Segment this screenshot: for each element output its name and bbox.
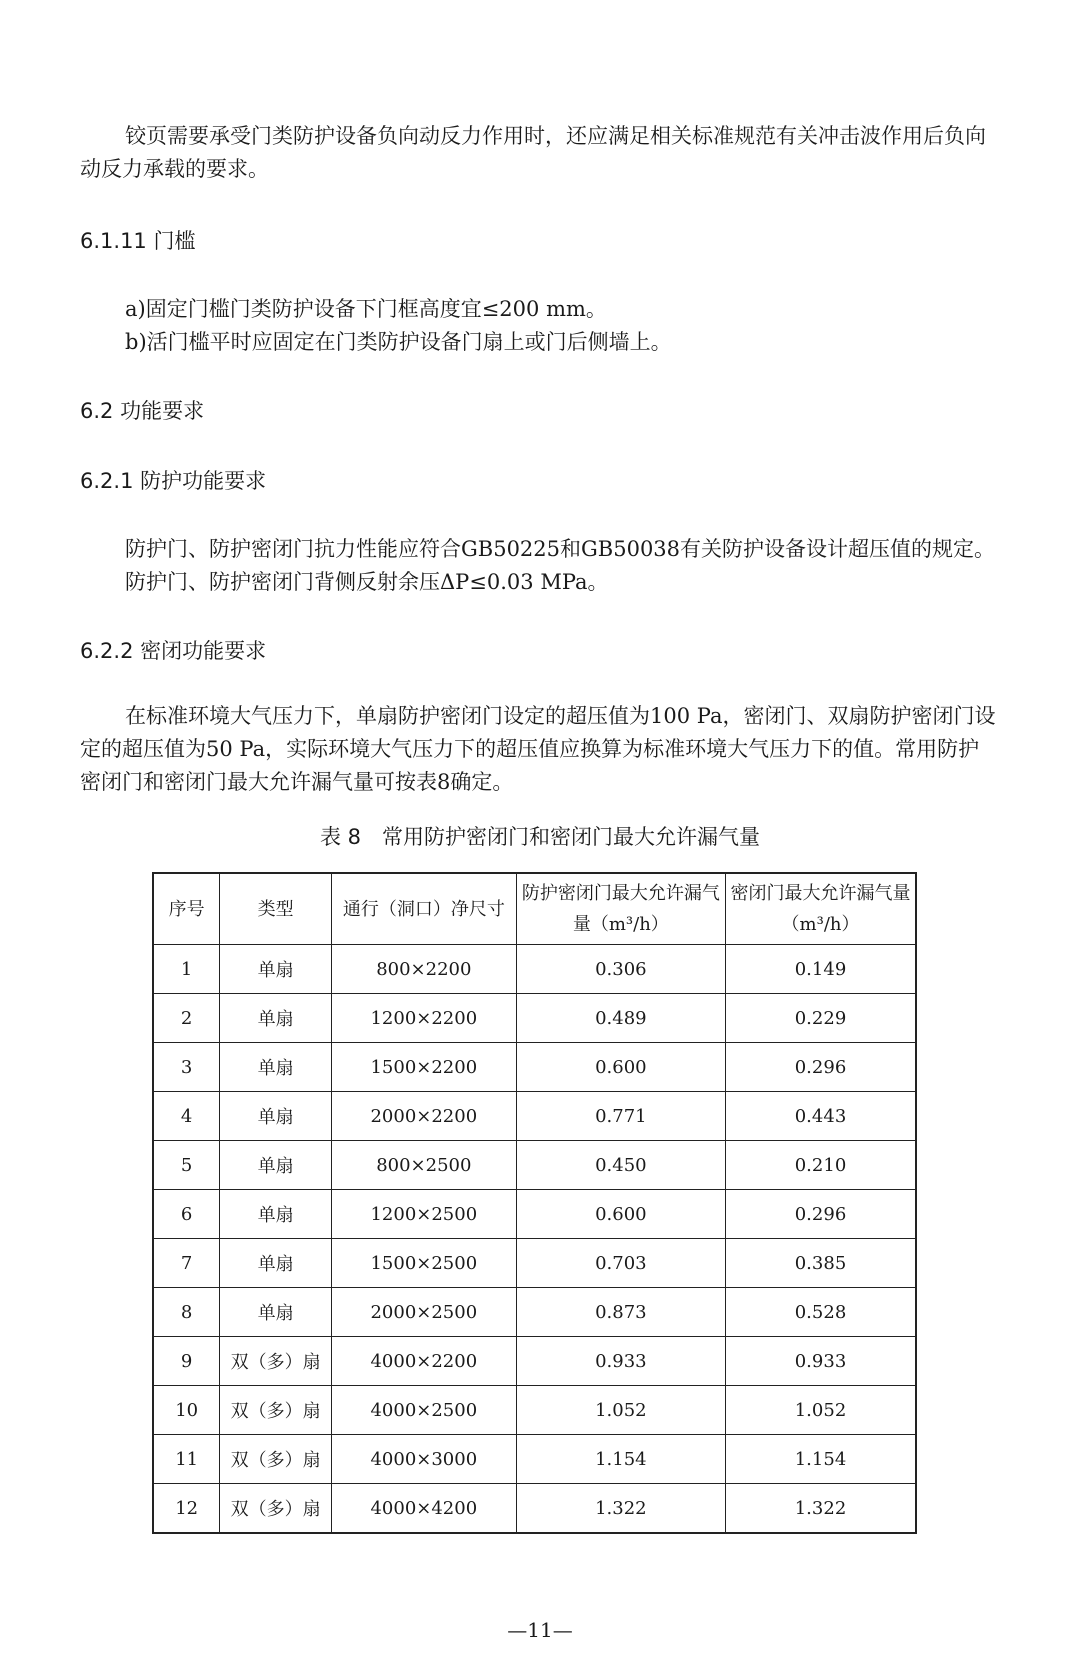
cell-size: 1500×2500 bbox=[332, 1239, 517, 1288]
cell-protect: 0.600 bbox=[516, 1190, 725, 1239]
seal-paragraph: 在标准环境大气压力下，单扇防护密闭门设定的超压值为100 Pa，密闭门、双扇防护密闭门设定的超压值为50 Pa，实际环境大气压力下的超压值应换算为标准环境大气压力下的值。常用防护密闭门和密闭门最大允许漏气量可按表8确定。 bbox=[80, 704, 996, 794]
table-row bbox=[153, 1435, 916, 1484]
cell-size: 2000×2500 bbox=[332, 1288, 517, 1337]
protect-line-2: 防护门、防护密闭门背侧反射余压ΔP≤0.03 MPa。 bbox=[125, 570, 609, 594]
protect-line-1: 防护门、防护密闭门抗力性能应符合GB50225和GB50038有关防护设备设计超压值的规定。 bbox=[125, 537, 996, 561]
cell-type: 单扇 bbox=[220, 994, 332, 1043]
cell-type: 单扇 bbox=[220, 1239, 332, 1288]
header-size: 通行（洞口）净尺寸 bbox=[332, 873, 517, 945]
table-header-row bbox=[153, 873, 916, 945]
heading-6-2: 6.2 功能要求 bbox=[80, 399, 205, 423]
header-type: 类型 bbox=[220, 873, 332, 945]
cell-protect: 0.450 bbox=[516, 1141, 725, 1190]
cell-size: 4000×3000 bbox=[332, 1435, 517, 1484]
cell-type: 双（多）扇 bbox=[220, 1337, 332, 1386]
table-row bbox=[153, 1092, 916, 1141]
cell-seal: 0.385 bbox=[726, 1239, 916, 1288]
cell-seal: 0.296 bbox=[726, 1043, 916, 1092]
cell-seal: 1.052 bbox=[726, 1386, 916, 1435]
cell-no: 9 bbox=[153, 1337, 220, 1386]
cell-no: 6 bbox=[153, 1190, 220, 1239]
table-row bbox=[153, 994, 916, 1043]
cell-type: 双（多）扇 bbox=[220, 1484, 332, 1534]
cell-no: 11 bbox=[153, 1435, 220, 1484]
cell-type: 单扇 bbox=[220, 1190, 332, 1239]
cell-type: 双（多）扇 bbox=[220, 1386, 332, 1435]
cell-no: 5 bbox=[153, 1141, 220, 1190]
cell-protect: 0.703 bbox=[516, 1239, 725, 1288]
cell-type: 单扇 bbox=[220, 1288, 332, 1337]
cell-no: 2 bbox=[153, 994, 220, 1043]
cell-size: 4000×2200 bbox=[332, 1337, 517, 1386]
table-row bbox=[153, 945, 916, 994]
threshold-item-a: a)固定门槛门类防护设备下门框高度宜≤200 mm。 bbox=[125, 297, 607, 321]
cell-type: 单扇 bbox=[220, 1092, 332, 1141]
cell-protect: 1.154 bbox=[516, 1435, 725, 1484]
table-row bbox=[153, 1141, 916, 1190]
cell-protect: 0.489 bbox=[516, 994, 725, 1043]
cell-protect: 0.873 bbox=[516, 1288, 725, 1337]
cell-protect: 1.322 bbox=[516, 1484, 725, 1534]
cell-seal: 1.154 bbox=[726, 1435, 916, 1484]
cell-no: 1 bbox=[153, 945, 220, 994]
header-protect-leak: 防护密闭门最大允许漏气量（m³/h） bbox=[516, 873, 725, 945]
threshold-item-b: b)活门槛平时应固定在门类防护设备门扇上或门后侧墙上。 bbox=[125, 330, 672, 354]
table-caption: 表 8 常用防护密闭门和密闭门最大允许漏气量 bbox=[319, 825, 761, 849]
leakage-table bbox=[152, 872, 917, 1534]
cell-protect: 1.052 bbox=[516, 1386, 725, 1435]
table-row bbox=[153, 1288, 916, 1337]
cell-type: 单扇 bbox=[220, 1141, 332, 1190]
cell-size: 4000×4200 bbox=[332, 1484, 517, 1534]
table-row bbox=[153, 1386, 916, 1435]
cell-size: 1200×2200 bbox=[332, 994, 517, 1043]
heading-6-2-1: 6.2.1 防护功能要求 bbox=[80, 469, 267, 493]
header-seal-leak: 密闭门最大允许漏气量（m³/h） bbox=[726, 873, 916, 945]
cell-seal: 0.296 bbox=[726, 1190, 916, 1239]
cell-seal: 0.210 bbox=[726, 1141, 916, 1190]
cell-no: 8 bbox=[153, 1288, 220, 1337]
cell-protect: 0.306 bbox=[516, 945, 725, 994]
table-row bbox=[153, 1043, 916, 1092]
cell-protect: 0.600 bbox=[516, 1043, 725, 1092]
page-number: —11— bbox=[507, 1618, 573, 1642]
cell-no: 4 bbox=[153, 1092, 220, 1141]
cell-size: 2000×2200 bbox=[332, 1092, 517, 1141]
cell-seal: 0.443 bbox=[726, 1092, 916, 1141]
cell-seal: 0.149 bbox=[726, 945, 916, 994]
cell-seal: 0.229 bbox=[726, 994, 916, 1043]
cell-size: 800×2500 bbox=[332, 1141, 517, 1190]
cell-protect: 0.933 bbox=[516, 1337, 725, 1386]
heading-6-2-2: 6.2.2 密闭功能要求 bbox=[80, 639, 267, 663]
cell-type: 单扇 bbox=[220, 1043, 332, 1092]
cell-seal: 0.528 bbox=[726, 1288, 916, 1337]
cell-no: 7 bbox=[153, 1239, 220, 1288]
cell-size: 800×2200 bbox=[332, 945, 517, 994]
hinge-paragraph: 铰页需要承受门类防护设备负向动反力作用时，还应满足相关标准规范有关冲击波作用后负向动反力承载的要求。 bbox=[80, 124, 986, 181]
header-no: 序号 bbox=[153, 873, 220, 945]
table-row bbox=[153, 1337, 916, 1386]
cell-type: 单扇 bbox=[220, 945, 332, 994]
table-row bbox=[153, 1484, 916, 1534]
cell-size: 1500×2200 bbox=[332, 1043, 517, 1092]
cell-no: 10 bbox=[153, 1386, 220, 1435]
cell-seal: 1.322 bbox=[726, 1484, 916, 1534]
cell-protect: 0.771 bbox=[516, 1092, 725, 1141]
heading-6-1-11: 6.1.11 门槛 bbox=[80, 229, 196, 253]
table-row bbox=[153, 1239, 916, 1288]
cell-size: 1200×2500 bbox=[332, 1190, 517, 1239]
cell-size: 4000×2500 bbox=[332, 1386, 517, 1435]
cell-type: 双（多）扇 bbox=[220, 1435, 332, 1484]
cell-seal: 0.933 bbox=[726, 1337, 916, 1386]
cell-no: 3 bbox=[153, 1043, 220, 1092]
table-row bbox=[153, 1190, 916, 1239]
cell-no: 12 bbox=[153, 1484, 220, 1534]
